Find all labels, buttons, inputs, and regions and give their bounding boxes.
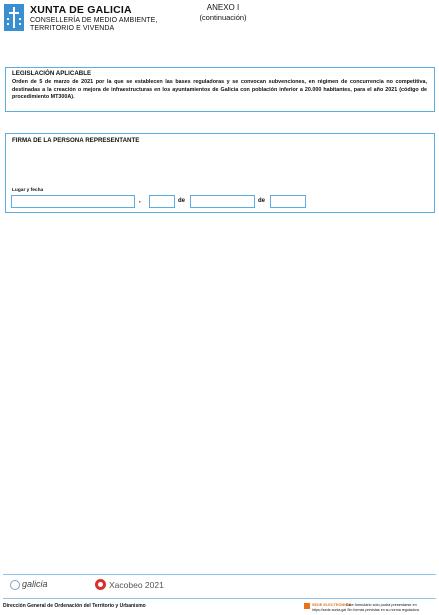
department-line-1: CONSELLERÍA DE MEDIO AMBIENTE, — [30, 17, 158, 24]
org-name: XUNTA DE GALICIA — [30, 4, 132, 16]
de-separator-1: de — [178, 198, 186, 204]
footer-divider — [3, 574, 436, 575]
galicia-emblem-icon — [4, 4, 24, 31]
sede-note-line-1: Este formulario sólo podrá presentarse en — [346, 603, 417, 607]
department-line-2: TERRITORIO E VIVENDA — [30, 25, 115, 32]
legislation-title: LEGISLACIÓN APLICABLE — [12, 70, 92, 77]
footer-divider-2 — [3, 598, 436, 599]
galicia-logo — [10, 579, 48, 590]
legislation-section — [5, 67, 435, 112]
xacobeo-icon — [95, 579, 106, 590]
comma-separator: , — [139, 198, 141, 204]
year-field[interactable] — [270, 195, 306, 208]
signature-title: FIRMA DE LA PERSONA REPRESENTANTE — [12, 137, 140, 144]
month-field[interactable] — [190, 195, 255, 208]
sede-electronica-icon — [304, 603, 310, 609]
signature-section — [5, 133, 435, 213]
day-field[interactable] — [149, 195, 175, 208]
galicia-swirl-icon — [10, 580, 20, 590]
galicia-logo-text: galicia — [22, 579, 48, 589]
xacobeo-logo-text: Xacobeo 2021 — [109, 580, 164, 590]
place-date-label: Lugar y fecha — [12, 188, 44, 193]
de-separator-2: de — [258, 198, 266, 204]
place-field[interactable] — [11, 195, 135, 208]
sede-note-line-2: https://sede.xunta.gal Sin formas previstas en su norma reguladora — [312, 608, 419, 612]
legislation-text: Orden de 5 de marzo de 2021 por la que se establecen las bases reguladoras y se convocan subvenciones, en régimen de concurrencia no competitiva, destinadas a la creación o mejora de infraestructuras en los ayuntamientos de Galicia con población inferior a 20.000 habitantes, para el año 2021 (código de procedimiento MT300A). — [12, 79, 427, 101]
sede-electronica-title[interactable]: SEDE ELECTRÓNICA — [312, 603, 351, 607]
annex-subtitle: (continuación) — [199, 13, 247, 22]
footer-organization: Dirección General de Ordenación del Territorio y Urbanismo — [3, 603, 146, 609]
annex-title: ANEXO I — [206, 3, 240, 12]
